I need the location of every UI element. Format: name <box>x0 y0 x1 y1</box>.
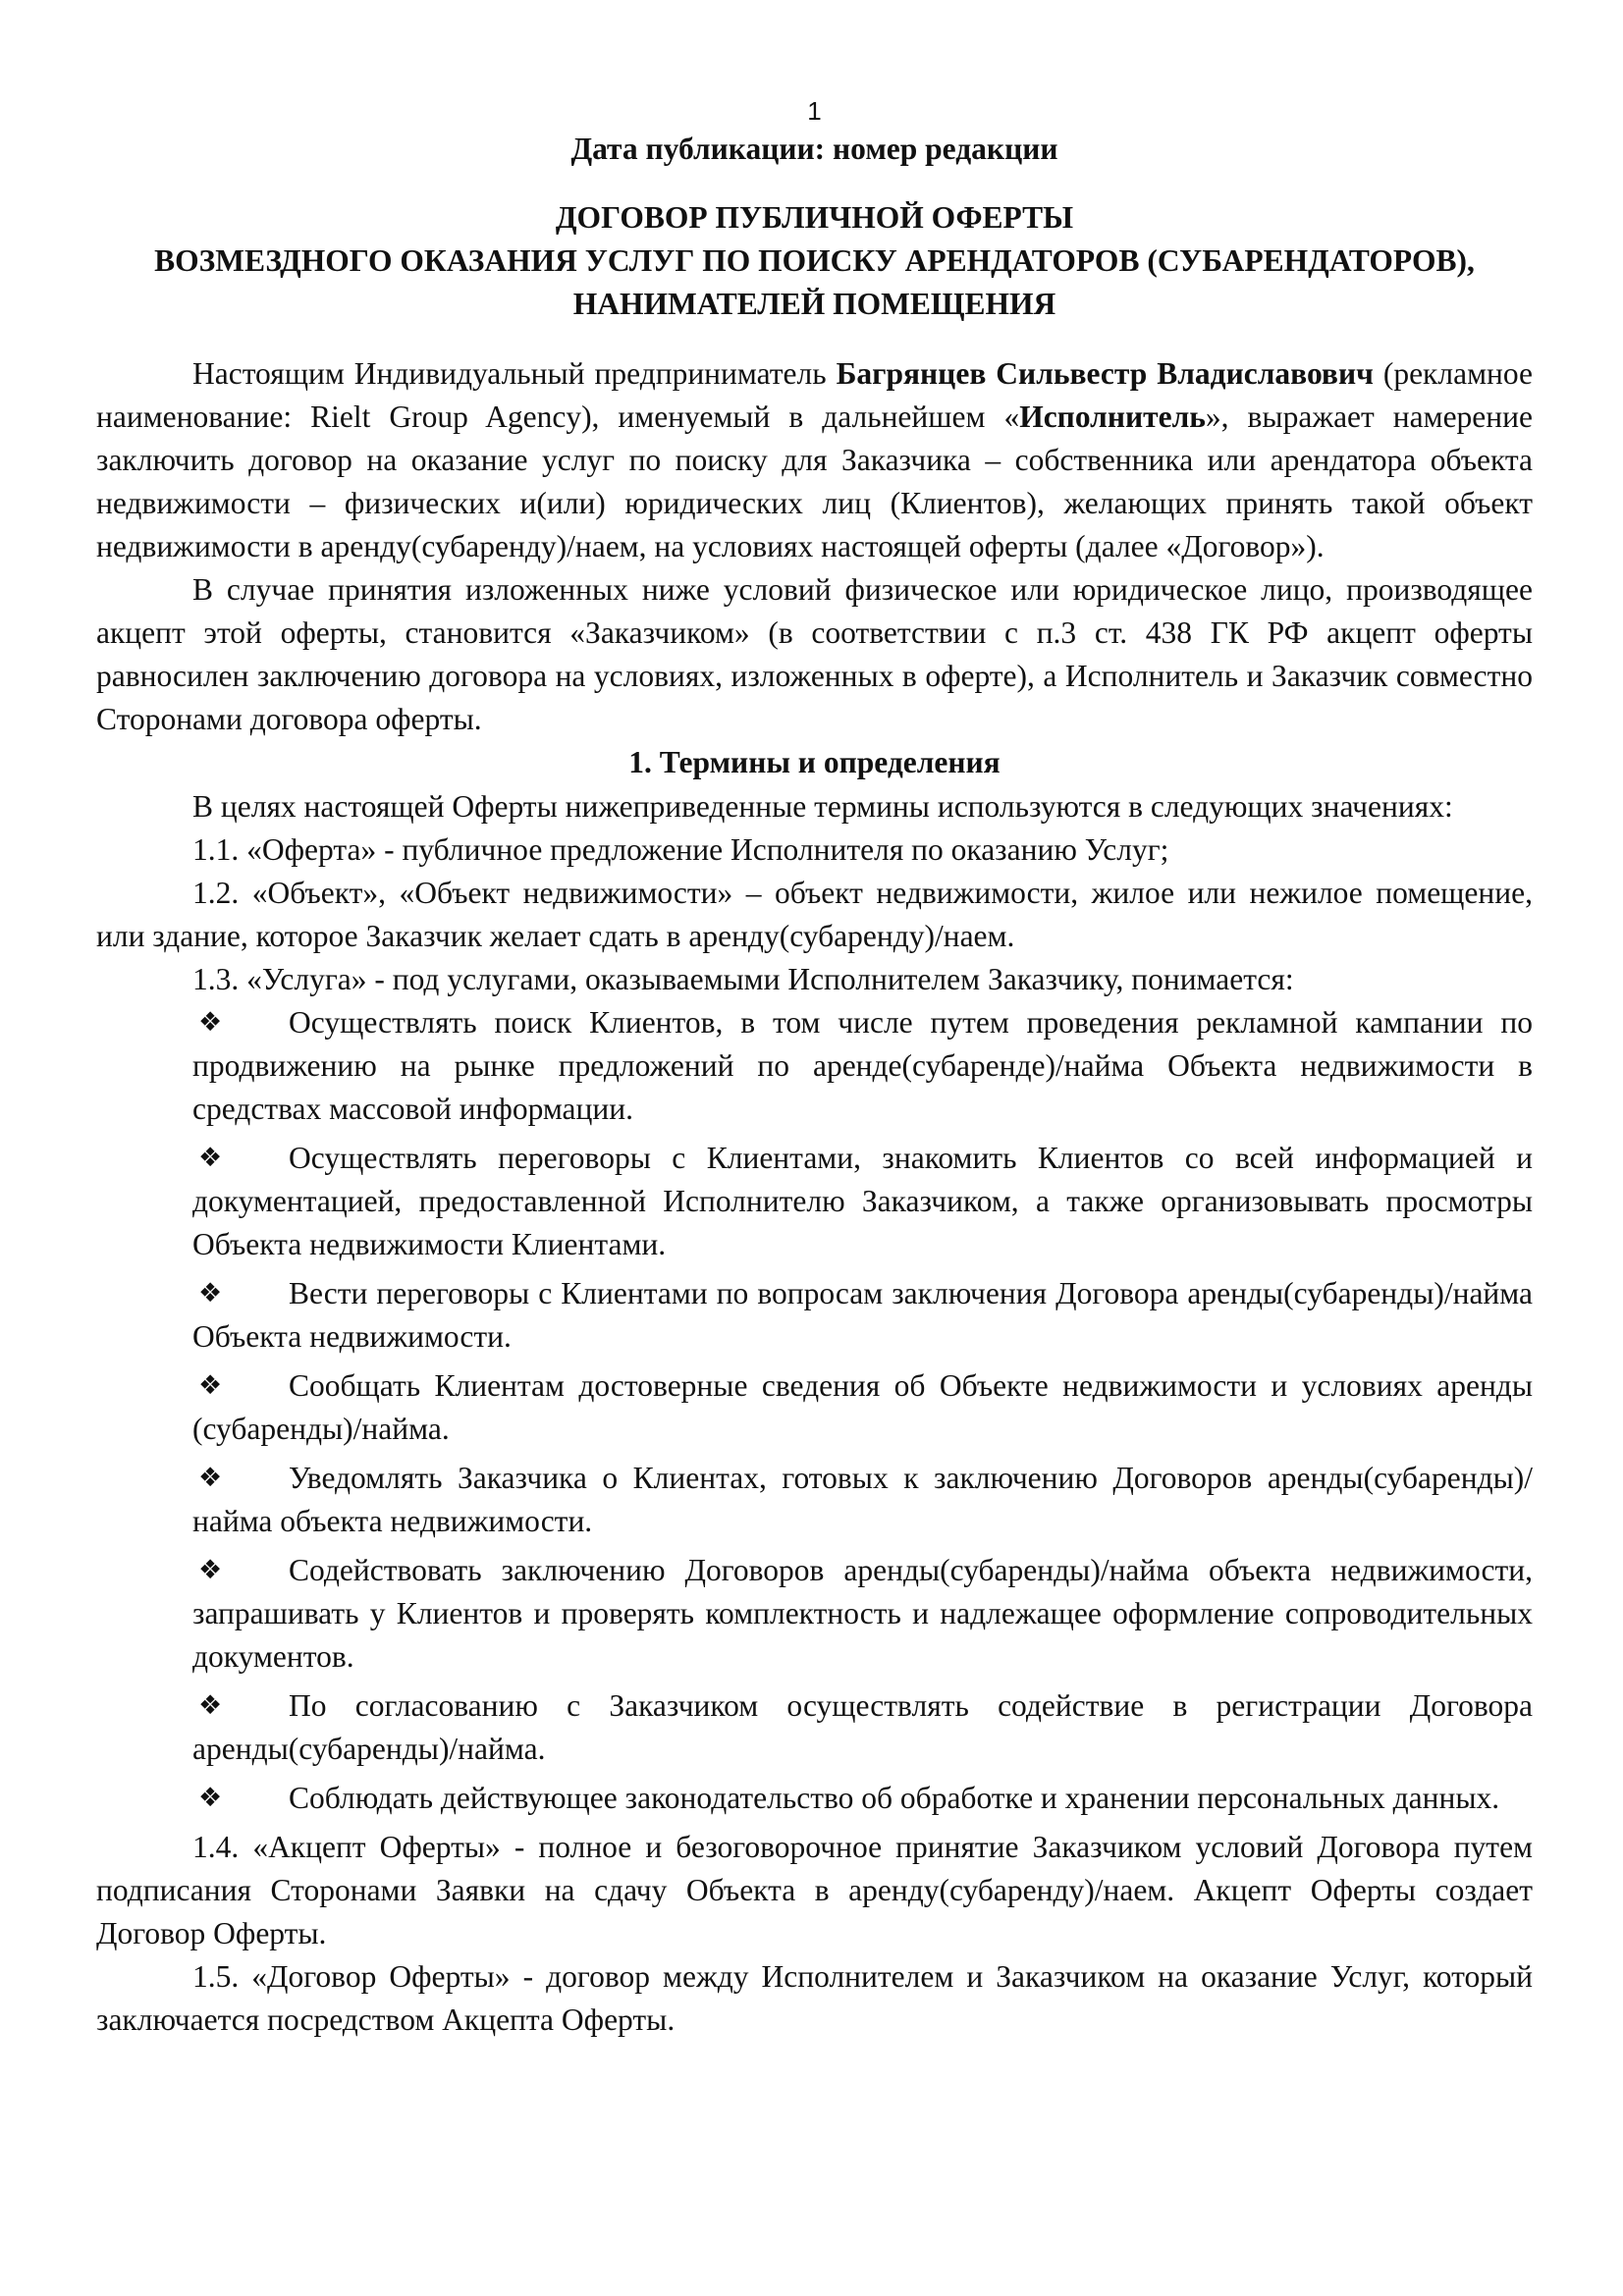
list-item <box>96 1272 1533 1359</box>
publication-line: Дата публикации: номер редакции <box>570 132 1058 166</box>
intro-paragraph-1 <box>96 352 1533 568</box>
intro-text-end: », выражает намерение заключить договор на оказание услуг по поиску для Заказчика – собственника или арендатора объекта недвижимости – физических и(или) юридических лиц (Клиентов), желающих принять такой объект недвижимости в аренду(субаренду)/наем, на условиях настоящей оферты (далее «Договор»). <box>96 400 1533 563</box>
list-item-text: Осуществлять поиск Клиентов, в том числе путем проведения рекламной кампании по продвижению на рынке предложений по аренде(субаренде)/найма Объекта недвижимости в средствах массовой информации. <box>192 1005 1533 1126</box>
list-item-text: Осуществлять переговоры с Клиентами, знакомить Клиентов со всей информацией и документацией, предоставленной Исполнителю Заказчиком, а также организовывать просмотры Объекта недвижимости Клиентами. <box>192 1141 1533 1261</box>
list-item <box>96 1364 1533 1451</box>
intro-text-start: Настоящим Индивидуальный предприниматель <box>192 356 837 391</box>
list-item-text: Соблюдать действующее законодательство об обработке и хранении персональных данных. <box>289 1781 1500 1815</box>
bullet-diamond-icon: ❖ <box>198 1783 223 1813</box>
bullet-diamond-icon: ❖ <box>198 1463 223 1493</box>
list-item-text: По согласованию с Заказчиком осуществлять содействие в регистрации Договора аренды(субаренды)/найма. <box>192 1688 1533 1766</box>
list-item-text: Вести переговоры с Клиентами по вопросам заключения Договора аренды(субаренды)/найма Объекта недвижимости. <box>192 1276 1533 1354</box>
list-item <box>96 1001 1533 1131</box>
term-1-4: 1.4. «Акцепт Оферты» - полное и безоговорочное принятие Заказчиком условий Договора путем подписания Сторонами Заявки на сдачу Объекта в аренду(субаренду)/наем. Акцепт Оферты создает Договор Оферты. <box>96 1830 1533 1950</box>
title-line-2: ВОЗМЕЗДНОГО ОКАЗАНИЯ УСЛУГ ПО ПОИСКУ АРЕНДАТОРОВ (СУБАРЕНДАТОРОВ), <box>154 243 1475 278</box>
title-line-3: НАНИМАТЕЛЕЙ ПОМЕЩЕНИЯ <box>572 287 1056 321</box>
executor-role: Исполнитель <box>1019 400 1206 434</box>
term-1-3: 1.3. «Услуга» - под услугами, оказываемыми Исполнителем Заказчику, понимается: <box>192 962 1294 996</box>
page-number: 1 <box>807 96 822 126</box>
bullet-diamond-icon: ❖ <box>198 1555 223 1585</box>
service-bullet-list <box>96 1001 1533 1820</box>
list-item <box>96 1137 1533 1266</box>
document-content <box>96 94 1533 2042</box>
bullet-diamond-icon: ❖ <box>198 1143 223 1173</box>
bullet-diamond-icon: ❖ <box>198 1007 223 1038</box>
executor-name: Багрянцев Сильвестр Владиславович <box>836 356 1374 391</box>
term-1-5: 1.5. «Договор Оферты» - договор между Исполнителем и Заказчиком на оказание Услуг, который заключается посредством Акцепта Оферты. <box>96 1959 1533 2037</box>
list-item <box>96 1549 1533 1679</box>
document-title <box>96 196 1533 326</box>
list-item <box>96 1684 1533 1771</box>
term-1-2: 1.2. «Объект», «Объект недвижимости» – объект недвижимости, жилое или нежилое помещение, или здание, которое Заказчик желает сдать в аренду(субаренду)/наем. <box>96 876 1533 953</box>
section-heading: 1. Термины и определения <box>628 745 1001 779</box>
term-1-1: 1.1. «Оферта» - публичное предложение Исполнителя по оказанию Услуг; <box>192 832 1169 867</box>
bullet-diamond-icon: ❖ <box>198 1370 223 1401</box>
bullet-diamond-icon: ❖ <box>198 1278 223 1308</box>
list-item-text: Уведомлять Заказчика о Клиентах, готовых к заключению Договоров аренды(субаренды)/найма объекта недвижимости. <box>192 1461 1533 1538</box>
list-item <box>96 1457 1533 1543</box>
list-item-text: Содействовать заключению Договоров аренды(субаренды)/найма объекта недвижимости, запрашивать у Клиентов и проверять комплектность и надлежащее оформление сопроводительных документов. <box>192 1553 1533 1674</box>
bullet-diamond-icon: ❖ <box>198 1690 223 1721</box>
list-item <box>96 1777 1533 1820</box>
title-line-1: ДОГОВОР ПУБЛИЧНОЙ ОФЕРТЫ <box>555 200 1074 235</box>
intro-paragraph-2: В случае принятия изложенных ниже условий физическое или юридическое лицо, производящее акцепт этой оферты, становится «Заказчиком» (в соответствии с п.3 ст. 438 ГК РФ акцепт оферты равносилен заключению договора на условиях, изложенных в оферте), а Исполнитель и Заказчик совместно Сторонами договора оферты. <box>96 572 1533 736</box>
list-item-text: Сообщать Клиентам достоверные сведения об Объекте недвижимости и условиях аренды (субаренды)/найма. <box>192 1368 1533 1446</box>
section-intro: В целях настоящей Оферты нижеприведенные термины используются в следующих значениях: <box>192 789 1453 824</box>
intro-text-mid: (рекламное наименование: Rielt Group Agency), именуемый в дальнейшем « <box>96 356 1533 434</box>
